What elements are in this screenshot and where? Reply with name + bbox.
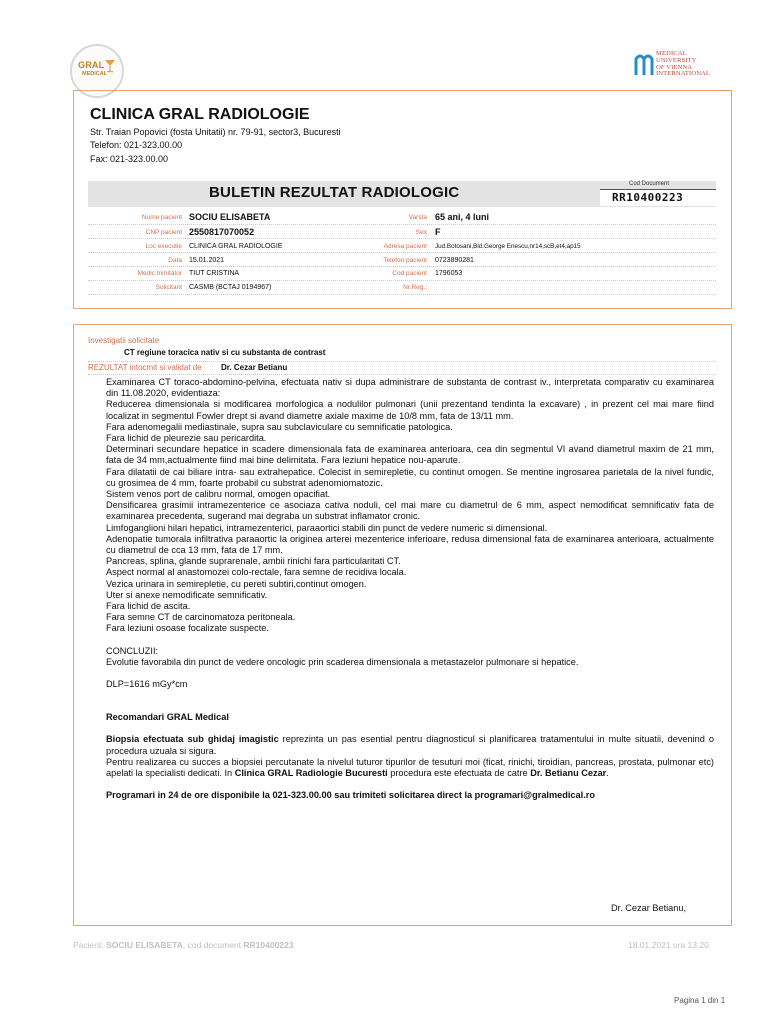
rec2-doctor: Dr. Betianu Cezar [530, 768, 607, 779]
muv-line-1: MEDICAL [656, 50, 687, 57]
report-paragraph: Densificarea grasimii intramezenterice ce asociaza cativa noduli, cel mai mare cu diametrul de 6 mm, aspect nemodificat semnificativ fata de examinarea precedenta, sugerand mai degraba un substrat inflamator cronic. [106, 500, 714, 522]
patient-phone: 0723890281 [435, 257, 474, 264]
report-paragraph: Fara lichid de ascita. [106, 601, 191, 612]
clinic-name: CLINICA GRAL RADIOLOGIE [90, 106, 310, 123]
report-paragraph: Vezica urinara in semirepletie, cu pereti subtiri,continut omogen. [106, 578, 367, 589]
patient-code-label: Cod pacient [392, 270, 427, 277]
patient-sex: F [435, 227, 441, 237]
footer-patient [73, 940, 294, 950]
registration-number-label: Nr.Reg.: [403, 284, 427, 291]
report-paragraph: Reducerea dimensionala si modificarea morfologica a nodulilor pulmonari (unii prezentand tendinta la excavare) , in prezent cel mai mare fiind localizat in segmentul Fowler drept si avand diametre axiale maxime de 10/8 mm, fata de 13/11 mm. [106, 399, 714, 421]
bulletin-title: BULETIN REZULTAT RADIOLOGIC [209, 184, 460, 201]
row-divider [88, 280, 716, 281]
footer-code: RR10400223 [243, 940, 294, 950]
patient-name: SOCIU ELISABETA [189, 212, 271, 222]
patient-age-label: Varsta [408, 214, 427, 221]
footer-datetime: 18.01.2021 ora 13:20 [628, 940, 709, 950]
recommendation-paragraph-1 [106, 734, 714, 756]
date-label: Data [168, 257, 182, 264]
requester-label: Solicitant [155, 284, 182, 291]
row-divider [88, 252, 716, 253]
muv-line-3: OF VIENNA [656, 63, 693, 71]
document-code-label: Cod Document [629, 181, 670, 187]
conclusions-text: Evolutie favorabila din punct de vedere oncologic prin scaderea dimensionala a metastazelor pulmonare si hepatice. [106, 656, 579, 667]
result-doctor: Dr. Cezar Betianu [221, 363, 288, 372]
date: 15.01.2021 [189, 257, 225, 264]
recommendation-paragraph-2 [106, 757, 714, 779]
report-paragraph: Examinarea CT toraco-abdomino-pelvina, efectuata nativ si dupa administrare de substanta de contrast iv., interpretata comparativ cu examinarea din 11.08.2020, evidentiaza: [106, 377, 714, 399]
muv-line-2: UNIVERSITY [656, 56, 697, 64]
investigation-label: Investigatii solicitate [88, 336, 160, 345]
report-paragraph: Adenopatie tumorala infiltrativa paraaortic la originea arterei mezenterice inferioare, redusa dimensional fata de examinarea anterioara, actualmente cu diametrul de cca 13 mm, fata de 17 mm. [106, 533, 714, 556]
gral-logo-sub: MEDICAL [82, 71, 108, 77]
conclusions-title: CONCLUZII: [106, 645, 159, 656]
row-divider [88, 266, 716, 267]
patient-age: 65 ani, 4 luni [435, 212, 490, 222]
report-paragraph: Fara dilatatii de cai biliare intra- sau extrahepatice. Colecist in semirepletie, cu continut omogen. Se mentine ingrosarea parietala de la nivel fundic, cu grosimea de 4 mm, foarte probabil cu substrat adenomiomatozic. [106, 466, 714, 488]
row-divider [88, 224, 716, 225]
patient-phone-label: Telefon pacient [383, 257, 427, 264]
report-paragraph: Aspect normal al anastomozei colo-rectale, fara semne de recidiva locala. [106, 567, 407, 578]
loc-executie-label: Loc executie [145, 243, 182, 250]
appointments-line: Programari in 24 de ore disponibile la 021-323.00.00 sau trimiteti solicitarea direct la programari@gralmedical.ro [106, 790, 595, 801]
recommendations-title: Recomandari GRAL Medical [106, 712, 229, 723]
rec2-clinic: Clinica GRAL Radiologie Bucuresti [234, 768, 388, 779]
patient-address: Jud.Botosani,Bld.George Enescu,nr14,scB,et4,ap15 [435, 243, 581, 250]
report-paragraph: Limfoganglioni hilari hepatici, intramezenterici, paraaortici stabili din punct de vedere numeric si dimensional. [106, 522, 548, 533]
patient-cnp: 2550817070052 [189, 227, 255, 237]
medical-university-vienna-logo [634, 48, 734, 80]
row-divider [88, 238, 716, 239]
footer-patient-label: Pacient: [73, 940, 107, 950]
section-divider [88, 374, 716, 375]
referring-doctor-label: Medic trimitator [137, 270, 182, 277]
investigation-value: CT regiune toracica nativ si cu substanta de contrast [124, 348, 326, 357]
clinic-phone: Telefon: 021-323.00.00 [90, 140, 183, 150]
patient-code: 1796053 [435, 270, 463, 277]
report-paragraph: Fara lichid de pleurezie sau pericardita. [106, 433, 267, 444]
result-validated-label: REZULTAT intocmit si validat de [88, 363, 202, 372]
section-divider [88, 361, 716, 362]
cocktail-glass-icon [104, 59, 116, 73]
footer-code-label: , cod document [182, 940, 244, 950]
gral-logo-word: GRAL [78, 60, 105, 70]
page-number: Pagina 1 din 1 [674, 996, 726, 1005]
patient-cnp-label: CNP pacient [145, 229, 182, 236]
report-paragraph: Fara leziuni osoase focalizate suspecte. [106, 623, 269, 634]
report-paragraph: Pancreas, splina, glande suprarenale, ambii rinichi fara particularitati CT. [106, 556, 401, 567]
report-paragraph: Sistem venos port de calibru normal, omogen opacifiat. [106, 489, 331, 500]
dlp-value: DLP=1616 mGy*cm [106, 679, 188, 690]
rec2-part-e: . [606, 768, 609, 779]
report-paragraph: Fara semne CT de carcinomatoza peritoneala. [106, 612, 296, 623]
report-paragraph: Uter si anexe nemodificate semnificativ. [106, 589, 268, 600]
patient-name-label: Nume pacient [141, 214, 182, 221]
loc-executie: CLINICA GRAL RADIOLOGIE [189, 243, 283, 250]
biopsy-bold: Biopsia efectuata sub ghidaj imagistic [106, 734, 279, 745]
biopsy-text: reprezinta un pas esential pentru diagnosticul si planificarea tratamentului in multe situatii, devenind o procedura uzuala si sigura. [106, 734, 714, 756]
patient-address-label: Adresa pacient [383, 243, 427, 250]
referring-doctor: TIUT CRISTINA [189, 270, 240, 277]
requester: CASMB (BCTAJ 0194967) [189, 284, 272, 291]
report-paragraph: Fara adenomegalii mediastinale, supra sau subclaviculare cu semnificatie patologica. [106, 421, 453, 432]
report-paragraph: Determinari secundare hepatice in scadere dimensionala fata de examinarea anterioara, cea din segmentul VI avand diametrul maxim de 21 mm, fata de 34 mm,actualmente fiind mai bine delimitata. Fara leziuni hepatice nou-aparute. [106, 444, 714, 466]
rec2-part-a: Pentru realizarea cu succes a biopsiei percutanate la nivelul tuturor tipurilor de tesuturi moi (ficat, rinichi, tiroidian, pancreas, prostata, pulmonar etc) apelati la specialisti dedicati. In [106, 756, 714, 779]
muv-emblem-icon [634, 51, 654, 77]
report-body [106, 377, 714, 802]
row-divider [88, 294, 716, 295]
clinic-address: Str. Traian Popovici (fosta Unitatii) nr. 79-91, sector3, Bucuresti [90, 127, 341, 137]
muv-line-4: INTERNATIONAL [656, 70, 711, 78]
doctor-signature: Dr. Cezar Betianu, [611, 903, 687, 913]
clinic-fax: Fax: 021-323.00.00 [90, 154, 169, 164]
patient-sex-label: Sex [415, 229, 427, 236]
rec2-part-c: procedura este efectuata de catre [387, 768, 531, 779]
document-code-value: RR10400223 [612, 191, 684, 204]
footer-patient-name: SOCIU ELISABETA [106, 940, 183, 950]
